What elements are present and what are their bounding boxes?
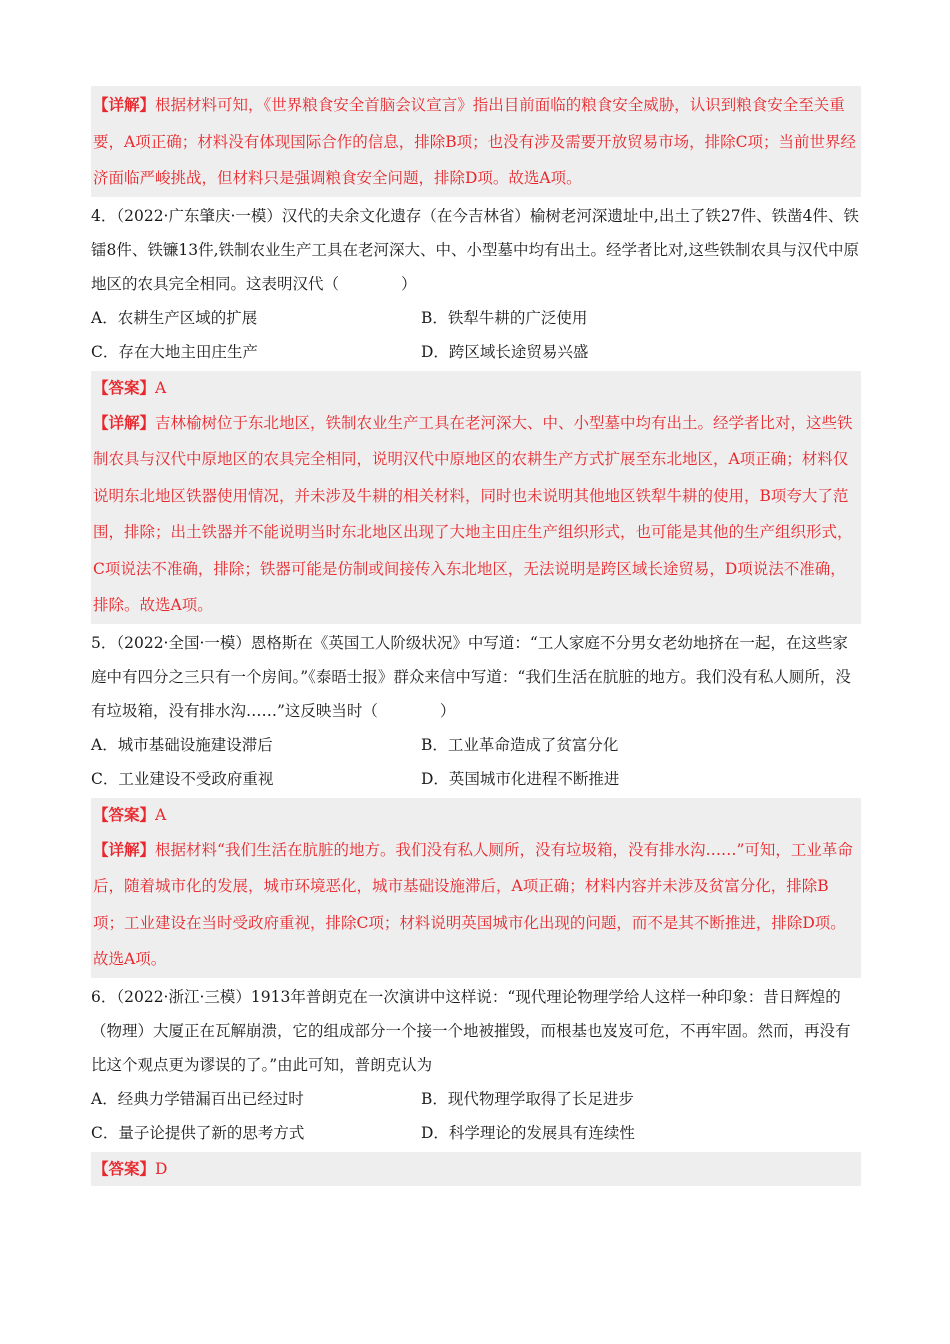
- option-c: C．工业建设不受政府重视: [91, 769, 274, 788]
- option-d: D．英国城市化进程不断推进: [421, 769, 620, 788]
- detail-text: 根据材料“我们生活在肮脏的地方。我们没有私人厕所，没有垃圾箱，没有排水沟……”可知，工业革命后，随着城市化的发展，城市环境恶化，城市基础设施滞后，A项正确；材料内容并未涉及贫富分化，排除B项；工业建设在当时受政府重视，排除C项；材料说明英国城市化出现的问题，而不是其不断推进，排除D项。故选A项。: [93, 840, 853, 968]
- option-b: B．现代物理学取得了长足进步: [421, 1089, 634, 1108]
- option-a: A．农耕生产区域的扩展: [91, 308, 258, 327]
- option-c: C．量子论提供了新的思考方式: [91, 1123, 305, 1142]
- option-a: A．经典力学错漏百出已经过时: [91, 1089, 304, 1108]
- question-5-options: [91, 728, 861, 796]
- option-d: D．科学理论的发展具有连续性: [421, 1123, 635, 1142]
- question-6-stem: 6．（2022·浙江·三模）1913年普朗克在一次演讲中这样说：“现代理论物理学给人这样一种印象：昔日辉煌的（物理）大厦正在瓦解崩溃，它的组成部分一个接一个地被摧毁，而根基也岌岌可危，不再牢固。然而，再没有比这个观点更为谬误的了。”由此可知，普朗克认为: [91, 987, 851, 1074]
- answer-tag: 【答案】: [93, 804, 156, 824]
- question-5-detail: [91, 832, 861, 978]
- option-b: B．铁犁牛耕的广泛使用: [421, 308, 588, 327]
- option-a: A．城市基础设施建设滞后: [91, 735, 273, 754]
- detail-tag: 【详解】: [93, 95, 156, 114]
- answer-value: A: [155, 805, 167, 824]
- question-4-detail: [91, 405, 861, 624]
- detail-tag: 【详解】: [93, 412, 156, 432]
- question-6-options: [91, 1082, 861, 1150]
- question-5-stem: 5．（2022·全国·一模）恩格斯在《英国工人阶级状况》中写道：“工人家庭不分男女老幼地挤在一起，在这些家庭中有四分之三只有一个房间。”《泰晤士报》群众来信中写道：“我们生活在肮脏的地方。我们没有私人厕所，没有垃圾箱，没有排水沟……”这反映当时（ ）: [91, 633, 851, 720]
- detail-tag: 【详解】: [93, 839, 156, 859]
- question-4-stem: 4．（2022·广东肇庆·一模）汉代的夫余文化遗存（在今吉林省）榆树老河深遗址中,出土了铁27件、铁凿4件、铁镭8件、铁镰13件,铁制农业生产工具在老河深大、中、小型墓中均有出土。经学者比对,这些铁制农具与汉代中原地区的农具完全相同。这表明汉代（ ）: [91, 206, 859, 293]
- q3-detail: [91, 86, 861, 197]
- question-4-options: [91, 301, 861, 369]
- answer-tag: 【答案】: [93, 377, 156, 397]
- question-6-answer: [91, 1152, 861, 1186]
- question-4-answer: [91, 371, 861, 405]
- answer-value: D: [155, 1159, 168, 1178]
- option-b: B．工业革命造成了贫富分化: [421, 735, 619, 754]
- detail-text: 根据材料可知，《世界粮食安全首脑会议宣言》指出目前面临的粮食安全威胁，认识到粮食安全至关重要，A项正确；材料没有体现国际合作的信息，排除B项；也没有涉及需要开放贸易市场，排除C项；当前世界经济面临严峻挑战，但材料只是强调粮食安全问题，排除D项。故选A项。: [93, 96, 856, 187]
- answer-tag: 【答案】: [93, 1158, 156, 1178]
- page-content: [91, 86, 861, 1186]
- answer-value: A: [155, 378, 167, 397]
- question-5-answer: [91, 798, 861, 832]
- detail-text: 吉林榆树位于东北地区，铁制农业生产工具在老河深大、中、小型墓中均有出土。经学者比对，这些铁制农具与汉代中原地区的农具完全相同，说明汉代中原地区的农耕生产方式扩展至东北地区，A项正确；材料仅说明东北地区铁器使用情况，并未涉及牛耕的相关材料，同时也未说明其他地区铁犁牛耕的使用，B项夸大了范围，排除；出土铁器并不能说明当时东北地区出现了大地主田庄生产组织形式，也可能是其他的生产组织形式，C项说法不准确，排除；铁器可能是仿制或间接传入东北地区，无法说明是跨区域长途贸易，D项说法不准确，排除。故选A项。: [93, 413, 853, 614]
- option-d: D．跨区域长途贸易兴盛: [421, 342, 589, 361]
- option-c: C．存在大地主田庄生产: [91, 342, 258, 361]
